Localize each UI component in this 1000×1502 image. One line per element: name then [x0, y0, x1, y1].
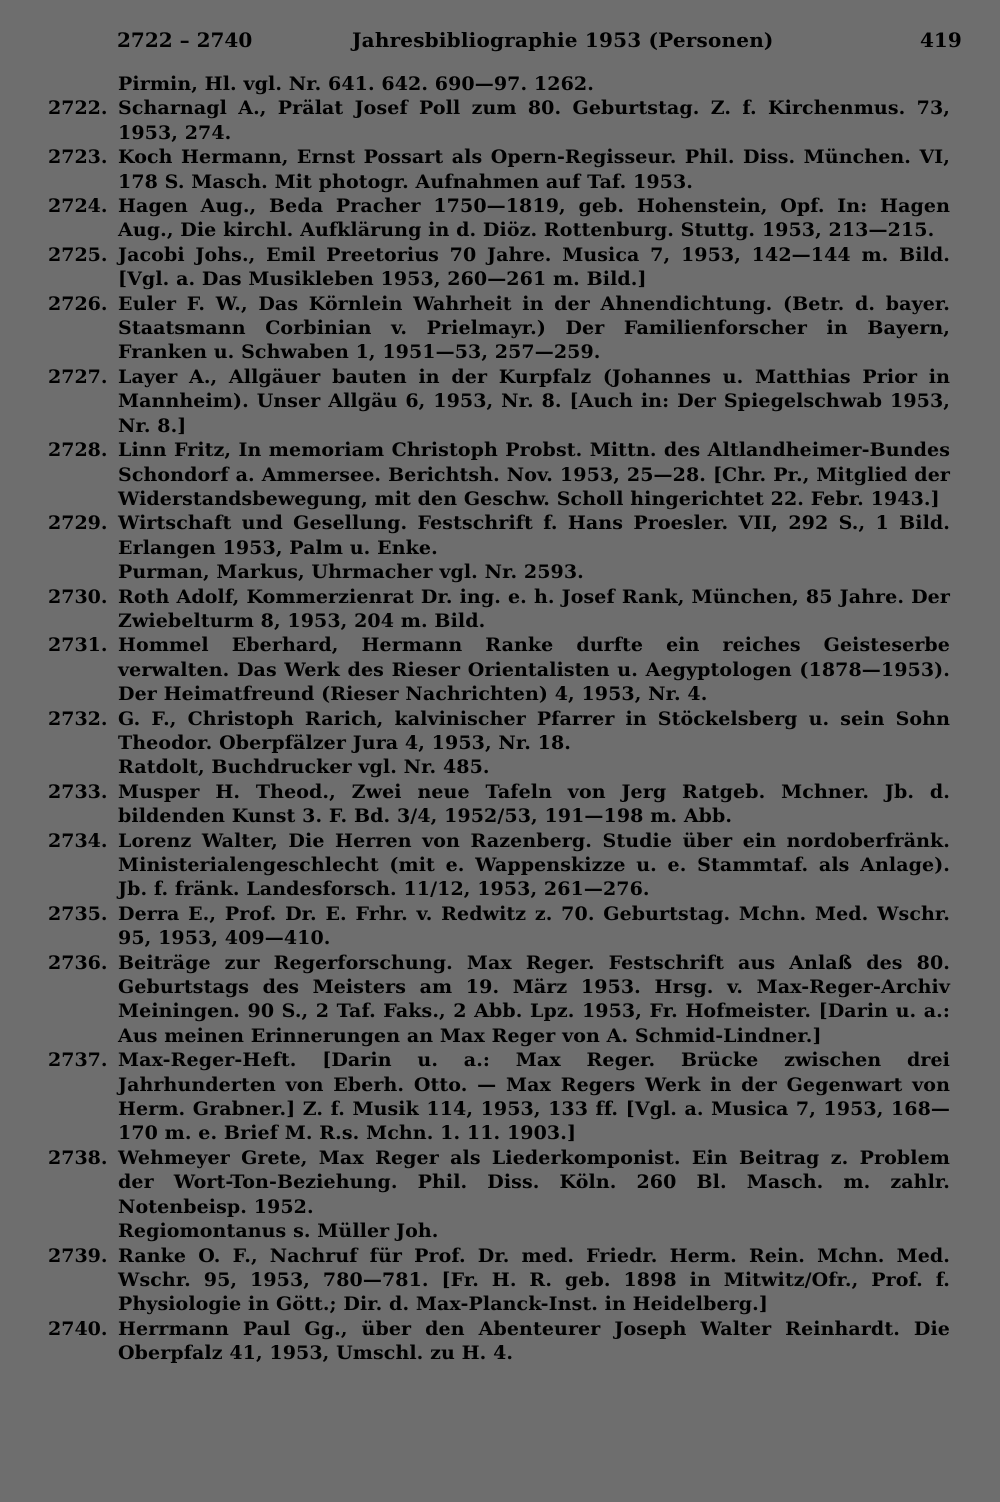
entry-text: Herrmann Paul Gg., über den Abenteurer Joseph Walter Reinhardt. Die Oberpfalz 41, 1953, Umschl. zu H. 4. — [118, 1317, 950, 1365]
entry-number: 2727. — [48, 365, 108, 388]
entry-text: Derra E., Prof. Dr. E. Frhr. v. Redwitz z. 70. Geburtstag. Mchn. Med. Wschr. 95, 1953, 409—410. — [118, 902, 950, 950]
entry-number: 2722. — [48, 97, 108, 120]
bibliography-entry — [0, 96, 1000, 145]
entry-number: 2739. — [48, 1244, 108, 1267]
entry-number: 2738. — [48, 1146, 108, 1169]
entry-text: Musper H. Theod., Zwei neue Tafeln von Jerg Ratgeb. Mchner. Jb. d. bildenden Kunst 3. F. Bd. 3/4, 1952/53, 191—198 m. Abb. — [118, 780, 950, 828]
bibliography-entry — [0, 292, 1000, 365]
entry-number: 2734. — [48, 829, 108, 852]
entry-range: 2722 – 2740 — [117, 28, 253, 52]
entry-text: Layer A., Allgäuer bauten in der Kurpfalz (Johannes u. Matthias Prior in Mannheim). Unser Allgäu 6, 1953, Nr. 8. [Auch in: Der Spiegelschwab 1953, Nr. 8.] — [118, 365, 950, 437]
bibliography-entry — [0, 902, 1000, 951]
entry-number: 2728. — [48, 439, 108, 462]
bibliography-entry — [0, 1244, 1000, 1317]
bibliography-list — [0, 72, 1000, 1366]
cross-reference-entry — [0, 1219, 1000, 1243]
entry-number: 2726. — [48, 292, 108, 315]
entry-text: Wirtschaft und Gesellung. Festschrift f. Hans Proesler. VII, 292 S., 1 Bild. Erlangen 1953, Palm u. Enke. — [118, 512, 950, 559]
entry-text: Euler F. W., Das Körnlein Wahrheit in der Ahnendichtung. (Betr. d. bayer. Staatsmann Corbinian v. Prielmayr.) Der Familienforscher in Bayern, Franken u. Schwaben 1, 1951—53, 257—259. — [118, 292, 950, 364]
bibliography-entry — [0, 243, 1000, 292]
bibliography-entry — [0, 585, 1000, 634]
bibliography-entry — [0, 365, 1000, 438]
entry-number: 2736. — [48, 951, 108, 974]
entry-text: Ranke O. F., Nachruf für Prof. Dr. med. Friedr. Herm. Rein. Mchn. Med. Wschr. 95, 1953, 780—781. [Fr. H. R. geb. 1898 in Mitwitz/Ofr., Prof. f. Physiologie in Gött.; Dir. d. Max-Planck-Inst. in Heidelberg.] — [118, 1244, 950, 1316]
entry-text: G. F., Christoph Rarich, kalvinischer Pfarrer in Stöckelsberg u. sein Sohn Theodor. Oberpfälzer Jura 4, 1953, Nr. 18. — [118, 707, 950, 754]
bibliography-entry — [0, 511, 1000, 560]
bibliography-entry — [0, 1048, 1000, 1146]
entry-number: 2725. — [48, 243, 108, 266]
entry-number: 2732. — [48, 707, 108, 730]
entry-text: Koch Hermann, Ernst Possart als Opern-Regisseur. Phil. Diss. München. VI, 178 S. Masch. Mit photogr. Aufnahmen auf Taf. 1953. — [118, 146, 950, 193]
entry-number: 2740. — [48, 1317, 108, 1340]
bibliography-entry — [0, 438, 1000, 511]
entry-text: Scharnagl A., Prälat Josef Poll zum 80. Geburtstag. Z. f. Kirchenmus. 73, 1953, 274. — [118, 97, 950, 144]
cross-reference-entry — [0, 560, 1000, 584]
page-title: Jahresbibliographie 1953 (Personen) — [352, 28, 774, 52]
entry-number: 2723. — [48, 146, 108, 169]
entry-number: 2729. — [48, 512, 108, 535]
entry-text: Jacobi Johs., Emil Preetorius 70 Jahre. Musica 7, 1953, 142—144 m. Bild. [Vgl. a. Das Musikleben 1953, 260—261 m. Bild.] — [118, 243, 950, 291]
entry-number: 2730. — [48, 585, 108, 608]
bibliography-entry — [0, 1146, 1000, 1219]
entry-number: 2737. — [48, 1049, 108, 1072]
running-header — [0, 28, 1000, 58]
bibliography-entry — [0, 780, 1000, 829]
entry-text: Hagen Aug., Beda Pracher 1750—1819, geb. Hohenstein, Opf. In: Hagen Aug., Die kirchl. Aufklärung in d. Diöz. Rottenburg. Stuttg. 1953, 213—215. — [118, 195, 950, 242]
entry-text: Roth Adolf, Kommerzienrat Dr. ing. e. h. Josef Rank, München, 85 Jahre. Der Zwiebelturm 8, 1953, 204 m. Bild. — [118, 585, 950, 632]
bibliography-entry — [0, 633, 1000, 706]
cross-reference-entry — [0, 72, 1000, 96]
entry-number: 2724. — [48, 195, 108, 218]
bibliography-entry — [0, 951, 1000, 1049]
entry-text: Purman, Markus, Uhrmacher vgl. Nr. 2593. — [118, 561, 584, 584]
page-number: 419 — [920, 28, 962, 52]
entry-number: 2735. — [48, 902, 108, 925]
entry-number: 2731. — [48, 634, 108, 657]
entry-text: Wehmeyer Grete, Max Reger als Liederkomponist. Ein Beitrag z. Problem der Wort-Ton-Beziehung. Phil. Diss. Köln. 260 Bl. Masch. m. zahlr. Notenbeisp. 1952. — [118, 1146, 950, 1218]
bibliography-entry — [0, 1317, 1000, 1366]
entry-text: Pirmin, Hl. vgl. Nr. 641. 642. 690—97. 1262. — [118, 73, 594, 95]
entry-text: Ratdolt, Buchdrucker vgl. Nr. 485. — [118, 756, 490, 779]
entry-number: 2733. — [48, 780, 108, 803]
bibliography-entry — [0, 194, 1000, 243]
cross-reference-entry — [0, 755, 1000, 779]
entry-text: Regiomontanus s. Müller Joh. — [118, 1220, 439, 1243]
bibliography-entry — [0, 829, 1000, 902]
entry-text: Hommel Eberhard, Hermann Ranke durfte ein reiches Geisteserbe verwalten. Das Werk des Rieser Orientalisten u. Aegyptologen (1878—1953). Der Heimatfreund (Rieser Nachrichten) 4, 1953, Nr. 4. — [118, 634, 950, 706]
bibliography-entry — [0, 707, 1000, 756]
entry-text: Linn Fritz, In memoriam Christoph Probst. Mittn. des Altlandheimer-Bundes Schondorf a. Ammersee. Berichtsh. Nov. 1953, 25—28. [Chr. Pr., Mitglied der Widerstandsbewegung, mit den Geschw. Scholl hingerichtet 22. Febr. 1943.] — [118, 439, 950, 510]
entry-text: Beiträge zur Regerforschung. Max Reger. Festschrift aus Anlaß des 80. Geburtstags des Meisters am 19. März 1953. Hrsg. v. Max-Reger-Archiv Meiningen. 90 S., 2 Taf. Faks., 2 Abb. Lpz. 1953, Fr. Hofmeister. [Darin u. a.: Aus meinen Erinnerungen an Max Reger von A. Schmid-Lindner.] — [118, 951, 950, 1047]
entry-text: Lorenz Walter, Die Herren von Razenberg. Studie über ein nordoberfränk. Ministerialengeschlecht (mit e. Wappenskizze u. e. Stammtaf. als Anlage). Jb. f. fränk. Landesforsch. 11/12, 1953, 261—276. — [118, 829, 950, 901]
entry-text: Max-Reger-Heft. [Darin u. a.: Max Reger. Brücke zwischen drei Jahrhunderten von Eberh. Otto. — Max Regers Werk in der Gegenwart von Herm. Grabner.] Z. f. Musik 114, 1953, 133 ff. [Vgl. a. Musica 7, 1953, 168—170 m. e. Brief M. R.s. Mchn. 1. 11. 1903.] — [118, 1049, 950, 1145]
bibliography-entry — [0, 145, 1000, 194]
